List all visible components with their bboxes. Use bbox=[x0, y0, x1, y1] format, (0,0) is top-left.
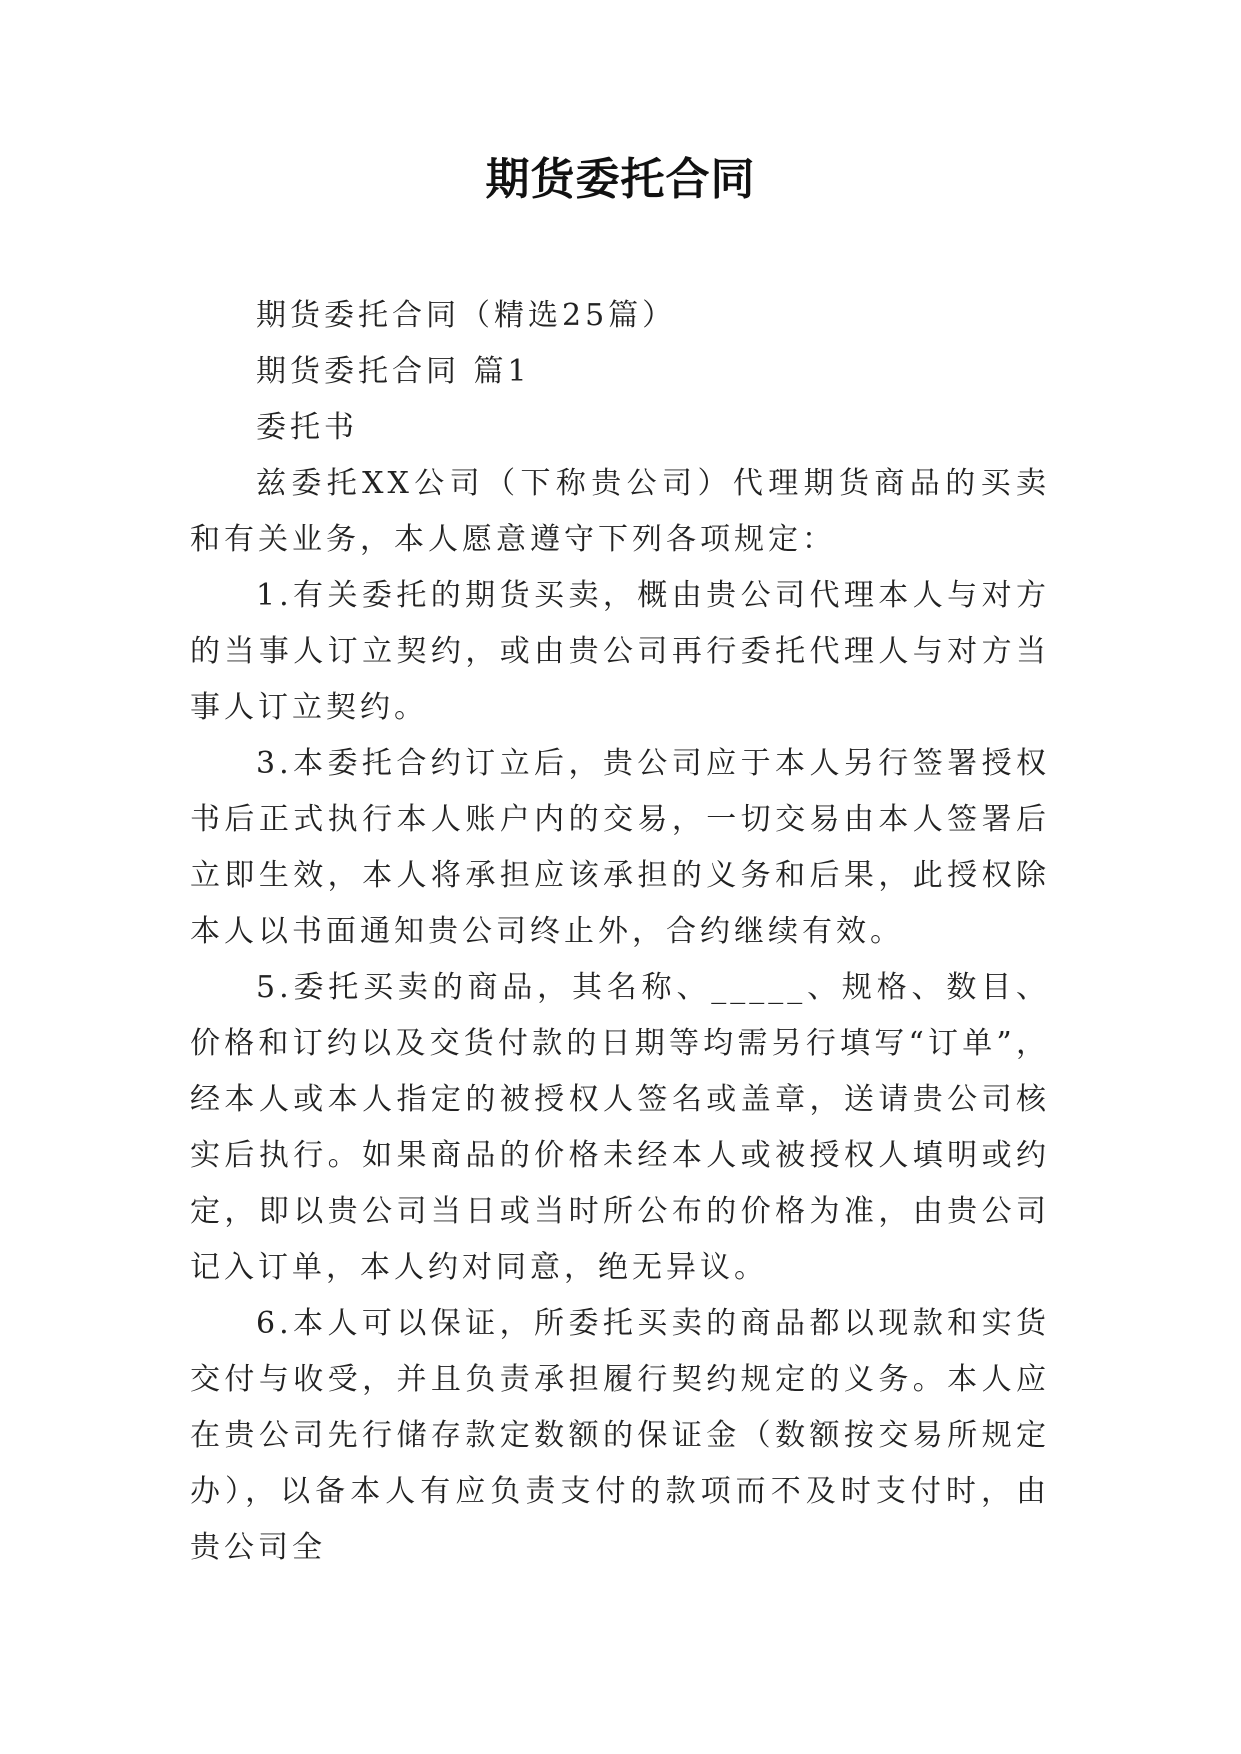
document-title: 期货委托合同 bbox=[485, 154, 756, 205]
paragraph-clause-1: 1.有关委托的期货买卖，概由贵公司代理本人与对方的当事人订立契约，或由贵公司再行委托代理人与对方当事人订立契约。 bbox=[190, 578, 1050, 725]
document-body bbox=[190, 288, 1050, 1576]
paragraph-clause-3: 3.本委托合约订立后，贵公司应于本人另行签署授权书后正式执行本人账户内的交易，一切交易由本人签署后立即生效，本人将承担应该承担的义务和后果，此授权除本人以书面通知贵公司终止外，合约继续有效。 bbox=[190, 746, 1050, 949]
paragraph-section-heading: 期货委托合同 篇1 bbox=[256, 354, 531, 389]
paragraph-letter-heading: 委托书 bbox=[256, 410, 358, 445]
paragraph-intro: 兹委托XX公司（下称贵公司）代理期货商品的买卖和有关业务，本人愿意遵守下列各项规定： bbox=[190, 466, 1050, 557]
paragraph-clause-5: 5.委托买卖的商品，其名称、_____、规格、数目、价格和订约以及交货付款的日期等均需另行填写“订单”，经本人或本人指定的被授权人签名或盖章，送请贵公司核实后执行。如果商品的价格未经本人或被授权人填明或约定，即以贵公司当日或当时所公布的价格为准，由贵公司记入订单，本人约对同意，绝无异议。 bbox=[190, 970, 1050, 1285]
paragraph-clause-6: 6.本人可以保证，所委托买卖的商品都以现款和实货交付与收受，并且负责承担履行契约规定的义务。本人应在贵公司先行储存款定数额的保证金（数额按交易所规定办），以备本人有应负责支付的款项而不及时支付时，由贵公司全 bbox=[190, 1306, 1050, 1565]
paragraph-subtitle: 期货委托合同（精选25篇） bbox=[256, 298, 677, 333]
